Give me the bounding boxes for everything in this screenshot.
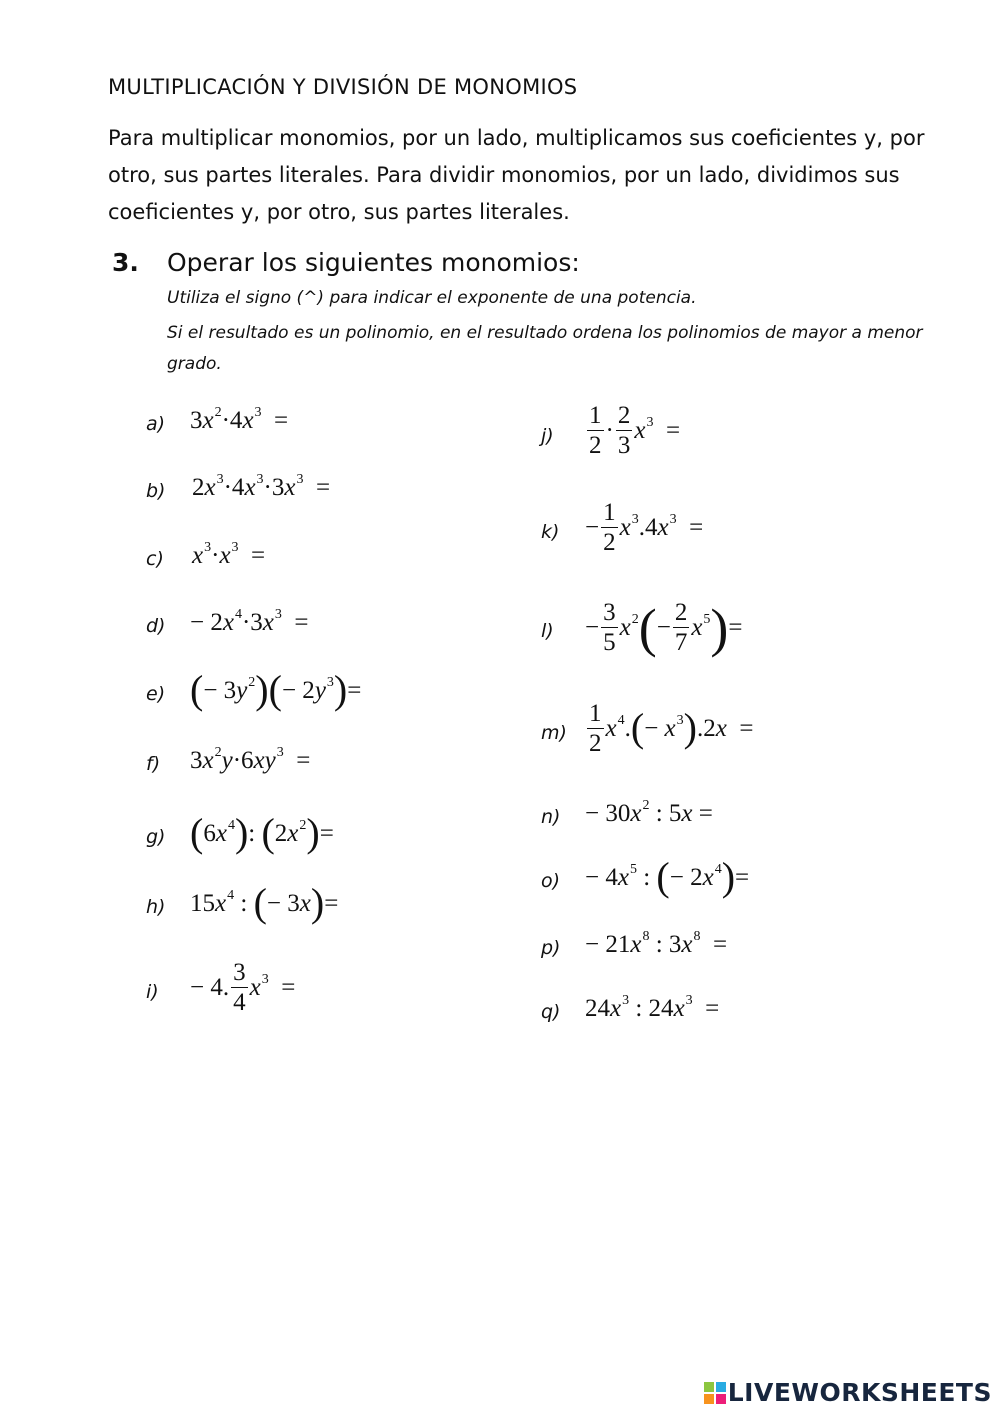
label-j: j) [541,425,554,447]
expr-k: − $\frac{1}{2}$ $x^3.4x^3$ = [585,499,704,556]
expr-j: $\frac{1}{2}$ · $\frac{2}{3}$ $x^3$ = [589,402,681,459]
watermark-text: LIVEWORKSHEETS [727,1378,992,1407]
liveworksheets-logo-icon [704,1381,726,1403]
label-p: p) [541,937,561,959]
expr-e: (− $3y^2)(- 2y^3)=$ [190,667,362,712]
label-m: m) [541,722,567,744]
expr-d: − $2x^4\cdot 3x^3$ = [190,607,309,636]
label-c: c) [146,548,164,570]
expr-f: $3x^2y\cdot 6xy^3$ = [190,745,311,774]
label-n: n) [541,806,561,828]
expr-i: − 4. $\frac{3}{4}$ $x^3$ = [190,959,296,1016]
instruction-order: Si el resultado es un polinomio, en el resultado ordena los polinomios de mayor a menor grado. [167,323,923,374]
expr-b: $2x^3\cdot 4x^3\cdot 3x^3$ = [192,472,331,501]
label-f: f) [146,753,161,775]
exercise-number: 3. [112,248,139,277]
expr-q: $24x^3$ : $24x^3$ = [585,993,720,1022]
worksheet-title: MULTIPLICACIÓN Y DIVISIÓN DE MONOMIOS [108,75,578,99]
expr-m: $\frac{1}{2}$ $x^4.(- x^3).2x$ = [589,700,754,757]
liveworksheets-watermark [704,1378,992,1407]
expr-l: − $\frac{3}{5}$ $x^2(-$ $\frac{2}{7}$ $x^5)=$ [585,597,743,658]
label-b: b) [146,480,166,502]
expr-n: − $30x^2$ : 5x = [585,798,713,827]
label-d: d) [146,615,166,637]
intro-paragraph: Para multiplicar monomios, por un lado, multiplicamos sus coeficientes y, por otro, sus partes literales. Para dividir monomios, por un lado, dividimos sus coeficientes y, por otro, sus partes literales. [108,126,925,224]
instruction-exponent: Utiliza el signo (^) para indicar el exponente de una potencia. [167,288,697,308]
label-h: h) [146,896,166,918]
label-g: g) [146,826,166,848]
expr-p: − $21x^8$ : $3x^8$ = [585,929,728,958]
expr-a: $3x^2\cdot 4x^3$ = [190,405,289,434]
expr-h: $15x^4$ : (− 3x)= [190,880,339,925]
label-k: k) [541,521,560,543]
expr-o: − $4x^5$ : (− $2x^4)=$ [585,854,750,899]
label-o: o) [541,870,561,892]
expr-g: $(6x^4)$: $(2x^2)=$ [190,810,334,855]
label-i: i) [146,981,159,1003]
expr-c: $x^3\cdot x^3$ = [192,540,266,569]
label-e: e) [146,683,166,705]
exercise-heading: Operar los siguientes monomios: [167,248,580,277]
label-l: l) [541,620,554,642]
label-q: q) [541,1001,561,1023]
label-a: a) [146,413,166,435]
